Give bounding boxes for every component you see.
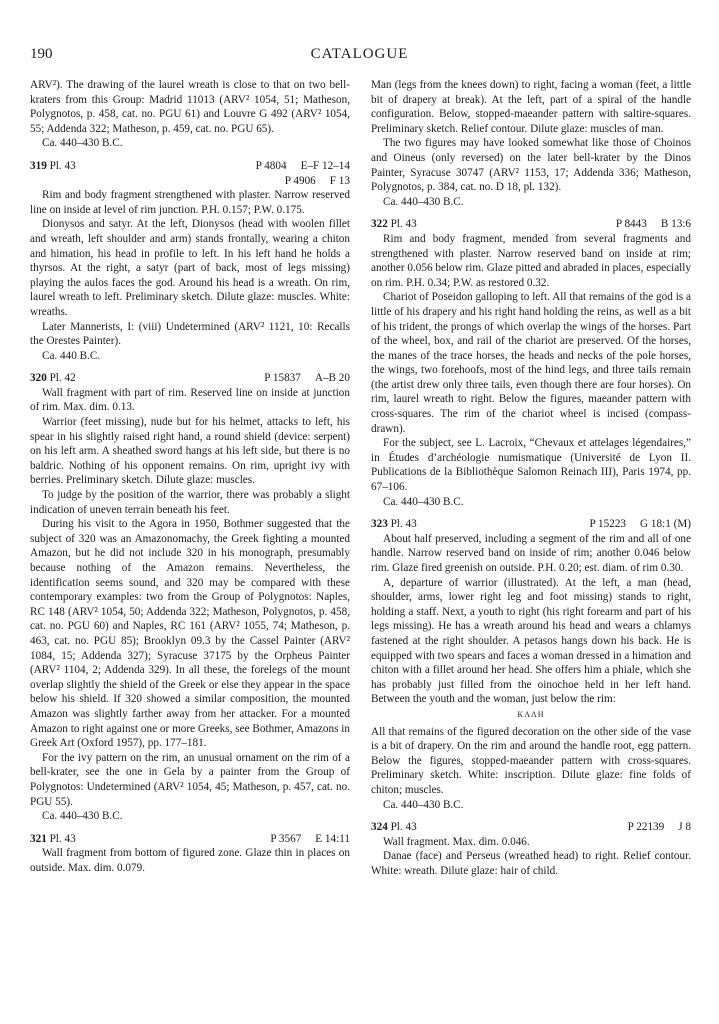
inventory-number: P 15837 — [264, 372, 301, 385]
right-column — [371, 78, 691, 878]
greek-inscription: ΚΑΛΗ — [517, 709, 545, 719]
inventory-number: P 8443 — [615, 218, 647, 231]
grid-location: B 13:6 — [660, 218, 691, 231]
plate-ref: Pl. 42 — [49, 372, 76, 385]
paragraph: For the subject, see L. Lacroix, “Chevaux et attelages légendaires,” in Études d’archéologie numismatique (Université de Lyon II. Publications de la Bibliothèque Salomon Reinach III), Paris 1974, pp. 67–106. — [371, 437, 691, 494]
paragraph: Danae (face) and Perseus (wreathed head) to right. Relief contour. White: wreath. Dilute glaze: hair of child. — [371, 850, 691, 877]
paragraph: Warrior (feet missing), nude but for his helmet, attacks to left, his spear in his slightly raised right hand, a round shield (device: serpent) on his left arm. A sheathed sword hangs at his left side, but there is no baldric. Nothing of his opponent remains. On rim, upright ivy with berries. Preliminary sketch. Dilute glaze: muscles. — [30, 416, 350, 487]
entry-header-322 — [371, 217, 691, 232]
paragraph: Rim and body fragment, mended from several fragments and strengthened with plaster. Narrow reserved band on inside at rim; another 0.056 below rim. Glaze pitted and abraded in places, especially on rim. P.H. 0.34; P.W. as restored 0.32. — [371, 232, 691, 289]
paragraph: Wall fragment. Max. dim. 0.046. — [383, 835, 530, 848]
inventory-number: P 4906 — [284, 174, 316, 187]
entry-number: 324 — [371, 821, 388, 834]
inventory-number: P 15223 — [589, 518, 627, 531]
paragraph: A, departure of warrior (illustrated). At the left, a man (head, shoulder, arms, lower right leg and foot missing) stands to right, holding a staff. Next, a youth to right (his right forearm and part of his legs missing). He has a wreath around his head and wears a chlamys fastened at the right shoulder. A petasos hangs down his back. He is equipped with two spears and faces a woman dressed in a himation and chiton with a fillet around her head. She offers him a phiale, which she has probably just filled from the oinochoe held in her left hand. Between the youth and the woman, just below the rim: — [371, 576, 691, 706]
entry-date: Ca. 440 B.C. — [42, 349, 101, 362]
inventory-number: P 4804 — [255, 159, 287, 172]
page-header — [30, 46, 689, 68]
left-column — [30, 78, 350, 875]
entry-date: Ca. 440–430 B.C. — [42, 137, 123, 150]
inventory-number: P 22139 — [627, 821, 665, 834]
paragraph: Rim and body fragment strengthened with plaster. Narrow reserved line on inside at level of rim junction. P.H. 0.157; P.W. 0.175. — [30, 189, 350, 216]
paragraph: The two figures may have looked somewhat like those of Choinos and Oineus (only reversed) on the later bell-krater by the Dinos Painter, Syracuse 30747 (ARV² 1153, 17; Addenda 336; Matheson, Polygnotos, p. 384, cat. no. D 18, pl. 132). — [371, 137, 691, 194]
entry-header-319-b — [30, 174, 350, 189]
plate-ref: Pl. 43 — [390, 821, 417, 834]
paragraph: For the ivy pattern on the rim, an unusual ornament on the rim of a bell-krater, see the one in Gela by a painter from the Group of Polygnotos: Undetermined (ARV² 1054, 45; Matheson, p. 457, cat. no. PGU 55). — [30, 751, 350, 808]
paragraph: Later Mannerists, I: (viii) Undetermined (ARV² 1121, 10: Recalls the Orestes Painter). — [30, 320, 350, 348]
paragraph: During his visit to the Agora in 1950, Bothmer suggested that the subject of 320 was an Amazonomachy, the Greek fighting a mounted Amazon, but he did not include 320 in his monograph, presumably because nothing of the Amazon remains. Nevertheless, the identification seems sound, and 320 may be compared with these contemporary examples: two from the Group of Polygnotos: Naples, RC 148 (ARV² 1054, 50; Addenda 322; Matheson, Polygnotos, p. 458, cat. no. PGU 60) and Naples, RC 161 (ARV² 1055, 74; Matheson, p. 463, cat. no. PGU 85); Brooklyn 09.3 by the Cassel Painter (ARV² 1084, 15; Addenda 327); Syracuse 37175 by the Orpheus Painter (ARV² 1104, 2; Addenda 329). In all these, the forelegs of the mount overlap slightly the shield of the Greek or else they appear in the space below his shield. If 320 showed a similar composition, the mounted Amazon was slightly farther away from her attacker. For a mounted Amazon to right against one or more Greeks, see Bothmer, Amazons in Greek Art (Oxford 1957), pp. 177–181. — [30, 518, 350, 750]
continuation-paragraph: Man (legs from the knees down) to right, facing a woman (feet, a little bit of drapery at break). At the left, part of a spiral of the handle configuration. Below, stopped-maeander pattern with saltire-squares. Preliminary sketch. Relief contour. Dilute glaze: muscles of man. — [371, 79, 691, 135]
paragraph: All that remains of the figured decoration on the other side of the vase is a bit of drapery. On the rim and around the handle root, egg pattern. Below the figures, stopped-maeander pattern with cross-squares. Preliminary sketch. White: inscription. Dilute glaze: fine folds of chiton; muscles. — [371, 725, 691, 796]
page-number: 190 — [30, 46, 53, 62]
paragraph: About half preserved, including a segment of the rim and all of one handle. Narrow reserved band on inside of rim; another 0.046 below rim. Glaze fired greenish on outside. P.H. 0.20; est. diam. of rim 0.30. — [371, 532, 691, 574]
entry-header-321 — [30, 832, 350, 847]
paragraph: To judge by the position of the warrior, there was probably a slight indication of uneven terrain beneath his feet. — [30, 489, 350, 516]
entry-header-320 — [30, 371, 350, 386]
entry-number: 322 — [371, 218, 388, 231]
running-head: CATALOGUE — [310, 46, 409, 62]
paragraph: Wall fragment from bottom of figured zone. Glaze thin in places on outside. Max. dim. 0.079. — [30, 847, 350, 874]
grid-location: A–B 20 — [314, 372, 350, 385]
grid-location: F 13 — [329, 174, 350, 187]
grid-location: E–F 12–14 — [300, 159, 350, 172]
grid-location: J 8 — [678, 821, 691, 834]
plate-ref: Pl. 43 — [390, 218, 417, 231]
paragraph: Dionysos and satyr. At the left, Dionysos (head with woolen fillet and wreath, left shoulder and arm) stands frontally, wearing a chiton and himation, his head in profile to left. In his left hand he holds a thyrsos. At the right, a satyr (part of back, most of legs missing) playing the aulos faces the god. Around his head is a wreath. On rim, laurel wreath to left. Preliminary sketch. Dilute glaze: muscles. White: wreaths. — [30, 218, 350, 318]
inventory-number: P 3567 — [270, 832, 302, 845]
entry-header-324 — [371, 820, 691, 835]
entry-date: Ca. 440–430 B.C. — [42, 810, 123, 823]
entry-number: 321 — [30, 832, 47, 845]
entry-date: Ca. 440–430 B.C. — [383, 798, 464, 811]
entry-header-323 — [371, 517, 691, 532]
entry-number: 320 — [30, 372, 47, 385]
grid-location: G 18:1 (M) — [640, 518, 691, 531]
plate-ref: Pl. 43 — [49, 159, 76, 172]
plate-ref: Pl. 43 — [49, 832, 76, 845]
paragraph: Wall fragment with part of rim. Reserved line on inside at junction of rim. Max. dim. 0.13. — [30, 386, 350, 414]
entry-number: 323 — [371, 518, 388, 531]
continuation-paragraph: ARV²). The drawing of the laurel wreath is close to that on two bell-kraters from this Group: Madrid 11013 (ARV² 1054, 51; Matheson, Polygnotos, p. 458, cat. no. PGU 61) and Louvre G 492 (ARV² 1054, 55; Addenda 322; Matheson, p. 459, cat. no. PGU 65). — [30, 79, 350, 135]
entry-date: Ca. 440–430 B.C. — [383, 495, 464, 508]
entry-number: 319 — [30, 159, 47, 172]
entry-header-319 — [30, 159, 350, 174]
plate-ref: Pl. 43 — [390, 518, 417, 531]
grid-location: E 14:11 — [315, 832, 350, 845]
paragraph: Chariot of Poseidon galloping to left. All that remains of the god is a little of his drapery and his right hand holding the reins, as well as a bit of his trident, the prongs of which overlap the wings of the horses. Part of the wheel, box, and rail of the chariot are preserved. Of the horses, the manes of the trace horses, the heads and necks of the pole horses, the wings, two forehoofs, most of the hind legs, and three tails remain (the artist drew only three tails, even though there are four horses). On rim, laurel wreath to right. Below the figures, maeander pattern with cross-squares. The rim of the chariot wheel is incised (compass-drawn). — [371, 291, 691, 435]
entry-date: Ca. 440–430 B.C. — [383, 195, 464, 208]
